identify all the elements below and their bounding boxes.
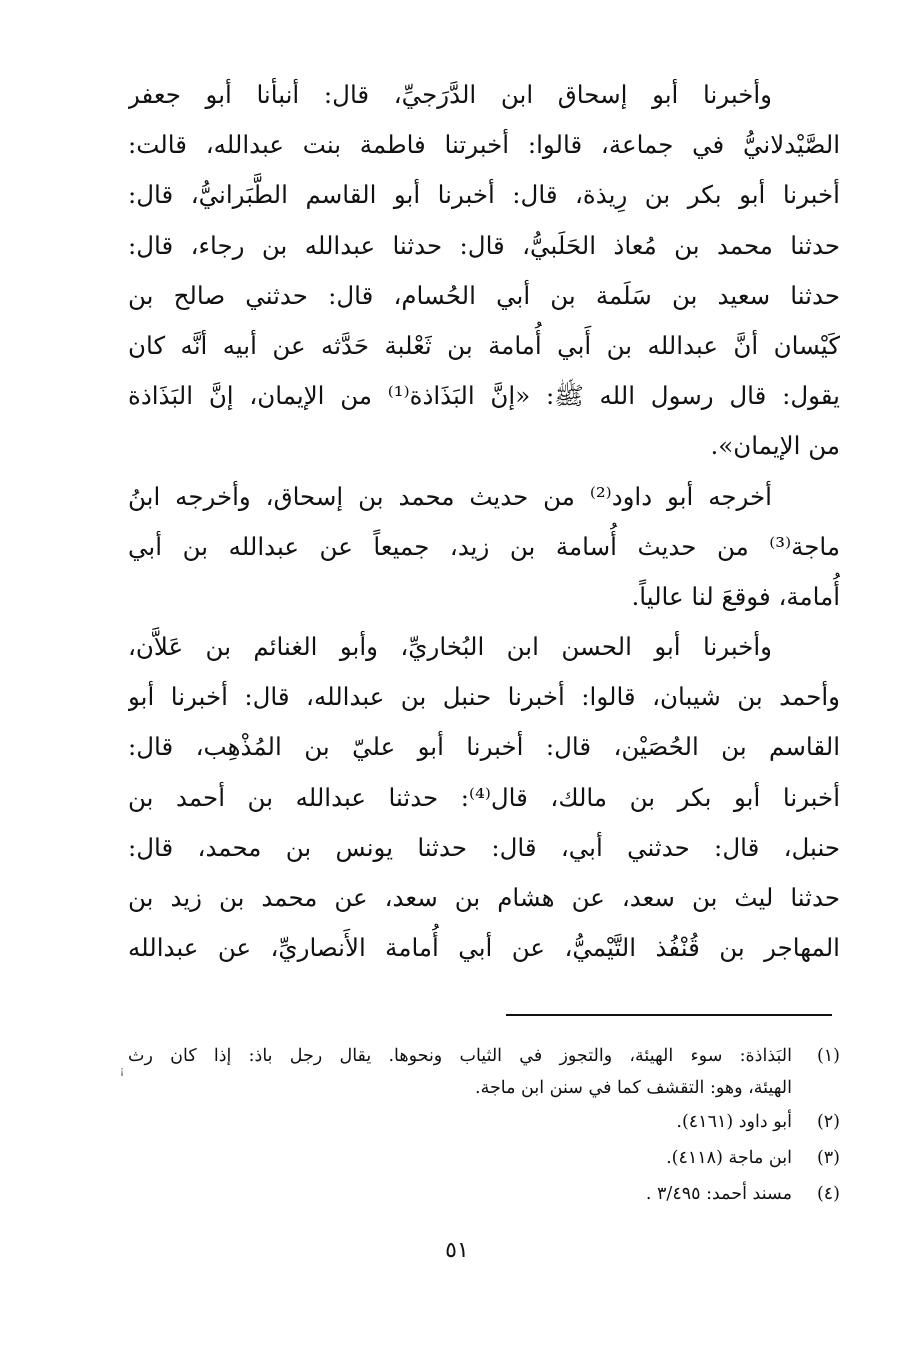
text-line-14: القاسم بن الحُصَيْن، قال: أخبرنا أبو عليّ بن المُذْهِب، قال: [128, 732, 840, 762]
footnote-number: (٣) [816, 1148, 840, 1168]
footnote-text-line: البَذاذة: سوء الهيئة، والتجوز في الثياب ونحوها. يقال رجل باذ: إذا كان رث [128, 1046, 792, 1066]
footnote-text: ابن ماجة (٤١١٨). [666, 1148, 792, 1168]
text-line-18: المهاجر بن قُنْفُذ التَّيْميُّ، عن أبي أُمامة الأَنصاريِّ، عن عبدالله [128, 933, 840, 963]
footnote-number: (٢) [816, 1112, 840, 1132]
footnote-text: أبو داود (٤١٦١). [676, 1112, 792, 1132]
text-line-9: أخرجه أبو داود⁽²⁾ من حديث محمد بن إسحاق، وأخرجه ابنُ [128, 481, 772, 511]
text-line-10: ماجة⁽³⁾ من حديث أُسامة بن زيد، جميعاً عن عبدالله بن أبي [128, 531, 840, 561]
footnote-text-line: الهيئة، وهو: التقشف كما في سنن ابن ماجة. [475, 1078, 792, 1098]
text-line-13: وأحمد بن شيبان، قالوا: أخبرنا حنبل بن عبدالله، قال: أخبرنا أبو [128, 682, 840, 712]
text-line-2: الصَّيْدلانيُّ في جماعة، قالوا: أخبرتنا فاطمة بنت عبدالله، قالت: [128, 130, 840, 160]
text-line-5: حدثنا سعيد بن سَلَمة بن أبي الحُسام، قال: حدثني صالح بن [128, 280, 840, 310]
page-number: ٥١ [445, 1238, 469, 1263]
text-line-11: أُمامة، فوقعَ لنا عالياً. [631, 581, 840, 611]
text-line-7: يقول: قال رسول الله ﷺ: «إنَّ البَذَاذة⁽¹⁾ من الإيمان، إنَّ البَذَاذة [128, 381, 840, 411]
text-line-4: حدثنا محمد بن مُعاذ الحَلَبيُّ، قال: حدثنا عبدالله بن رجاء، قال: [128, 230, 840, 260]
footnote-number: (١) [816, 1046, 840, 1066]
text-line-15: أخبرنا أبو بكر بن مالك، قال⁽⁴⁾: حدثنا عبدالله بن أحمد بن [128, 782, 840, 812]
footnote-4 [128, 1176, 840, 1212]
text-line-3: أخبرنا أبو بكر بن رِيذة، قال: أخبرنا أبو القاسم الطَّبَرانيُّ، قال: [128, 180, 840, 210]
footnote-3 [128, 1140, 840, 1176]
footnote-text: مسند أحمد: ٣/٤٩٥ . [645, 1184, 792, 1204]
margin-mark: ¡ [120, 1066, 125, 1077]
footnote-separator [506, 1014, 832, 1016]
footnote-number: (٤) [816, 1184, 840, 1204]
footnote-1 [128, 1040, 840, 1104]
footnotes [128, 1040, 840, 1212]
text-line-16: حنبل، قال: حدثني أبي، قال: حدثنا يونس بن محمد، قال: [128, 832, 840, 862]
footnote-2 [128, 1104, 840, 1140]
main-text [128, 70, 840, 973]
text-line-17: حدثنا ليث بن سعد، عن هشام بن سعد، عن محمد بن زيد بن [128, 883, 840, 912]
footnote-text [128, 1040, 792, 1104]
text-line-12: وأخبرنا أبو الحسن ابن البُخاريِّ، وأبو الغنائم بن عَلاَّن، [128, 632, 772, 662]
text-line-8: من الإيمان». [710, 431, 840, 461]
text-line-1: وأخبرنا أبو إسحاق ابن الدَّرَجيِّ، قال: أنبأنا أبو جعفر [128, 80, 772, 109]
text-line-6: كَيْسان أنَّ عبدالله بن أَبي أُمامة بن ثَعْلبة حَدَّثه عن أبيه أنَّه كان [128, 330, 840, 360]
